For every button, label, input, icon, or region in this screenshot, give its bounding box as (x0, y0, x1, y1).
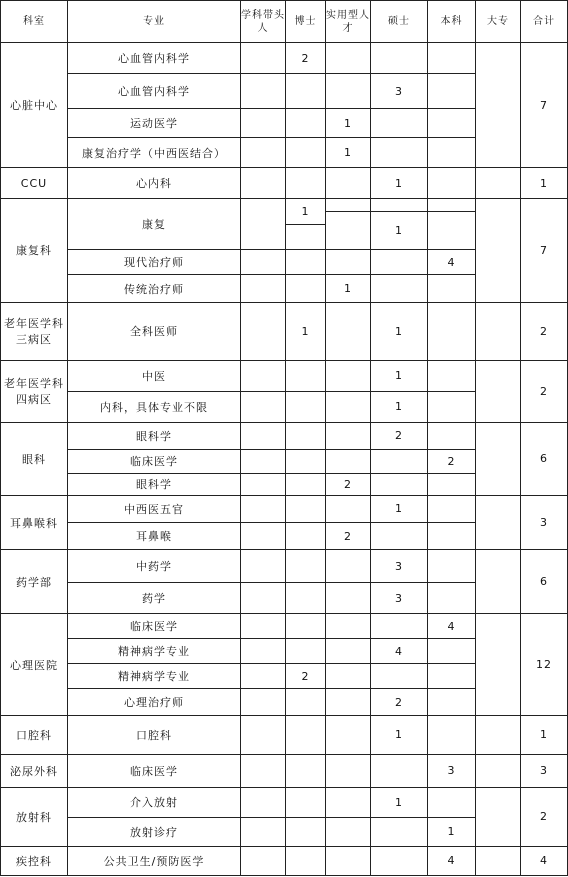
practical-cell: 1 (326, 109, 371, 138)
leader-cell (241, 817, 286, 846)
phd-cell (286, 225, 326, 250)
master-cell: 1 (371, 360, 428, 391)
phd-cell: 2 (286, 664, 326, 689)
practical-cell (326, 43, 371, 74)
master-cell: 1 (371, 787, 428, 817)
table-row (1, 495, 568, 522)
leader-cell (241, 250, 286, 275)
college-cell (476, 846, 521, 875)
bachelor-cell (428, 109, 476, 138)
table-row (1, 199, 568, 212)
major-cell: 中药学 (68, 550, 241, 583)
major-cell: 心血管内科学 (68, 74, 241, 109)
major-cell: 临床医学 (68, 614, 241, 639)
major-cell: 康复 (68, 199, 241, 250)
bachelor-cell (428, 138, 476, 168)
major-cell: 现代治疗师 (68, 250, 241, 275)
phd-cell: 1 (286, 302, 326, 360)
leader-cell (241, 138, 286, 168)
major-cell: 放射诊疗 (68, 817, 241, 846)
major-cell: 内科，具体专业不限 (68, 391, 241, 422)
phd-cell (286, 583, 326, 614)
total-cell: 2 (521, 360, 568, 422)
master-cell: 3 (371, 583, 428, 614)
practical-cell (326, 550, 371, 583)
master-cell: 1 (371, 302, 428, 360)
practical-cell (326, 422, 371, 449)
major-cell: 传统治疗师 (68, 275, 241, 302)
practical-cell (326, 664, 371, 689)
master-cell (371, 817, 428, 846)
table-row (1, 787, 568, 817)
dept-cell: 眼科 (1, 422, 68, 495)
leader-cell (241, 550, 286, 583)
total-cell: 6 (521, 550, 568, 614)
header-college: 大专 (476, 1, 521, 43)
total-cell: 1 (521, 168, 568, 199)
leader-cell (241, 754, 286, 787)
major-cell: 心血管内科学 (68, 43, 241, 74)
practical-cell (326, 817, 371, 846)
college-cell (476, 360, 521, 422)
practical-cell (326, 583, 371, 614)
practical-cell: 1 (326, 138, 371, 168)
practical-cell (326, 614, 371, 639)
dept-cell: 心脏中心 (1, 43, 68, 168)
bachelor-cell (428, 787, 476, 817)
practical-cell (326, 787, 371, 817)
dept-cell: 放射科 (1, 787, 68, 846)
bachelor-cell (428, 360, 476, 391)
dept-cell: 耳鼻喉科 (1, 495, 68, 549)
bachelor-cell (428, 664, 476, 689)
college-cell (476, 422, 521, 495)
total-cell: 1 (521, 716, 568, 754)
header-phd: 博士 (286, 1, 326, 43)
bachelor-cell: 3 (428, 754, 476, 787)
header-total: 合计 (521, 1, 568, 43)
master-cell: 2 (371, 422, 428, 449)
leader-cell (241, 716, 286, 754)
master-cell (371, 664, 428, 689)
phd-cell (286, 754, 326, 787)
practical-cell (326, 716, 371, 754)
total-cell: 7 (521, 43, 568, 168)
major-cell: 康复治疗学（中西医结合） (68, 138, 241, 168)
total-cell: 2 (521, 302, 568, 360)
bachelor-cell (428, 422, 476, 449)
bachelor-cell (428, 74, 476, 109)
master-cell (371, 138, 428, 168)
header-bachelor: 本科 (428, 1, 476, 43)
bachelor-cell (428, 689, 476, 716)
major-cell: 口腔科 (68, 716, 241, 754)
college-cell (476, 550, 521, 614)
header-dept: 科室 (1, 1, 68, 43)
college-cell (476, 43, 521, 168)
leader-cell (241, 614, 286, 639)
bachelor-cell (428, 43, 476, 74)
table-row (1, 550, 568, 583)
major-cell: 公共卫生/预防医学 (68, 846, 241, 875)
leader-cell (241, 360, 286, 391)
major-cell: 介入放射 (68, 787, 241, 817)
table-row (1, 716, 568, 754)
dept-cell: 口腔科 (1, 716, 68, 754)
major-cell: 药学 (68, 583, 241, 614)
practical-cell (326, 302, 371, 360)
major-cell: 运动医学 (68, 109, 241, 138)
leader-cell (241, 689, 286, 716)
phd-cell: 1 (286, 199, 326, 225)
bachelor-cell (428, 199, 476, 212)
table-row (1, 302, 568, 360)
phd-cell (286, 449, 326, 473)
leader-cell (241, 473, 286, 495)
bachelor-cell (428, 583, 476, 614)
total-cell: 12 (521, 614, 568, 716)
dept-cell: 康复科 (1, 199, 68, 302)
dept-cell: 老年医学科三病区 (1, 302, 68, 360)
table-row (1, 360, 568, 391)
table-row (1, 422, 568, 449)
major-cell: 耳鼻喉 (68, 523, 241, 550)
table-row (1, 43, 568, 74)
practical-cell (326, 250, 371, 275)
dept-cell: 疾控科 (1, 846, 68, 875)
leader-cell (241, 523, 286, 550)
bachelor-cell: 4 (428, 846, 476, 875)
total-cell: 6 (521, 422, 568, 495)
master-cell (371, 614, 428, 639)
practical-cell (326, 199, 371, 212)
total-cell: 7 (521, 199, 568, 302)
college-cell (476, 495, 521, 549)
master-cell (371, 754, 428, 787)
header-master: 硕士 (371, 1, 428, 43)
major-cell: 精神病学专业 (68, 664, 241, 689)
bachelor-cell (428, 716, 476, 754)
bachelor-cell: 1 (428, 817, 476, 846)
master-cell (371, 109, 428, 138)
dept-cell: CCU (1, 168, 68, 199)
master-cell: 1 (371, 391, 428, 422)
college-cell (476, 716, 521, 754)
college-cell (476, 614, 521, 716)
leader-cell (241, 275, 286, 302)
bachelor-cell: 4 (428, 250, 476, 275)
major-cell: 全科医师 (68, 302, 241, 360)
header-leader: 学科带头人 (241, 1, 286, 43)
header-practical: 实用型人才 (326, 1, 371, 43)
master-cell (371, 275, 428, 302)
leader-cell (241, 787, 286, 817)
leader-cell (241, 391, 286, 422)
master-cell: 4 (371, 639, 428, 664)
master-cell (371, 449, 428, 473)
phd-cell (286, 689, 326, 716)
phd-cell (286, 74, 326, 109)
bachelor-cell (428, 639, 476, 664)
bachelor-cell (428, 523, 476, 550)
table-row (1, 168, 568, 199)
practical-cell (326, 212, 371, 250)
phd-cell (286, 523, 326, 550)
master-cell: 3 (371, 74, 428, 109)
total-cell: 4 (521, 846, 568, 875)
master-cell (371, 199, 428, 212)
bachelor-cell (428, 275, 476, 302)
practical-cell (326, 391, 371, 422)
practical-cell (326, 168, 371, 199)
bachelor-cell: 4 (428, 614, 476, 639)
leader-cell (241, 495, 286, 522)
master-cell: 2 (371, 689, 428, 716)
master-cell: 1 (371, 716, 428, 754)
leader-cell (241, 583, 286, 614)
master-cell (371, 250, 428, 275)
practical-cell (326, 689, 371, 716)
table-row (1, 614, 568, 639)
bachelor-cell (428, 391, 476, 422)
phd-cell (286, 391, 326, 422)
master-cell (371, 43, 428, 74)
phd-cell (286, 787, 326, 817)
leader-cell (241, 199, 286, 250)
practical-cell: 2 (326, 523, 371, 550)
phd-cell (286, 639, 326, 664)
phd-cell (286, 422, 326, 449)
major-cell: 眼科学 (68, 422, 241, 449)
bachelor-cell (428, 495, 476, 522)
bachelor-cell: 2 (428, 449, 476, 473)
total-cell: 3 (521, 754, 568, 787)
header-row (1, 1, 568, 43)
phd-cell (286, 473, 326, 495)
major-cell: 中医 (68, 360, 241, 391)
phd-cell: 2 (286, 43, 326, 74)
bachelor-cell (428, 212, 476, 250)
practical-cell (326, 449, 371, 473)
bachelor-cell (428, 473, 476, 495)
phd-cell (286, 275, 326, 302)
college-cell (476, 199, 521, 302)
college-cell (476, 168, 521, 199)
phd-cell (286, 817, 326, 846)
leader-cell (241, 449, 286, 473)
leader-cell (241, 109, 286, 138)
master-cell (371, 473, 428, 495)
major-cell: 临床医学 (68, 754, 241, 787)
leader-cell (241, 43, 286, 74)
master-cell (371, 846, 428, 875)
college-cell (476, 754, 521, 787)
master-cell: 1 (371, 168, 428, 199)
phd-cell (286, 138, 326, 168)
dept-cell: 老年医学科四病区 (1, 360, 68, 422)
college-cell (476, 787, 521, 846)
header-major: 专业 (68, 1, 241, 43)
practical-cell (326, 495, 371, 522)
dept-cell: 心理医院 (1, 614, 68, 716)
phd-cell (286, 109, 326, 138)
master-cell (371, 523, 428, 550)
master-cell: 1 (371, 495, 428, 522)
practical-cell (326, 846, 371, 875)
leader-cell (241, 168, 286, 199)
bachelor-cell (428, 168, 476, 199)
major-cell: 中西医五官 (68, 495, 241, 522)
major-cell: 眼科学 (68, 473, 241, 495)
table-row (1, 754, 568, 787)
practical-cell (326, 639, 371, 664)
dept-cell: 泌尿外科 (1, 754, 68, 787)
master-cell: 3 (371, 550, 428, 583)
bachelor-cell (428, 550, 476, 583)
college-cell (476, 302, 521, 360)
table-row (1, 846, 568, 875)
master-cell: 1 (371, 212, 428, 250)
practical-cell: 1 (326, 275, 371, 302)
major-cell: 心内科 (68, 168, 241, 199)
major-cell: 临床医学 (68, 449, 241, 473)
bachelor-cell (428, 302, 476, 360)
leader-cell (241, 302, 286, 360)
phd-cell (286, 716, 326, 754)
leader-cell (241, 639, 286, 664)
total-cell: 3 (521, 495, 568, 549)
leader-cell (241, 74, 286, 109)
leader-cell (241, 664, 286, 689)
phd-cell (286, 168, 326, 199)
major-cell: 心理治疗师 (68, 689, 241, 716)
practical-cell (326, 74, 371, 109)
dept-cell: 药学部 (1, 550, 68, 614)
phd-cell (286, 550, 326, 583)
practical-cell: 2 (326, 473, 371, 495)
phd-cell (286, 846, 326, 875)
phd-cell (286, 495, 326, 522)
leader-cell (241, 846, 286, 875)
major-cell: 精神病学专业 (68, 639, 241, 664)
practical-cell (326, 360, 371, 391)
phd-cell (286, 614, 326, 639)
phd-cell (286, 250, 326, 275)
leader-cell (241, 422, 286, 449)
phd-cell (286, 360, 326, 391)
total-cell: 2 (521, 787, 568, 846)
practical-cell (326, 754, 371, 787)
